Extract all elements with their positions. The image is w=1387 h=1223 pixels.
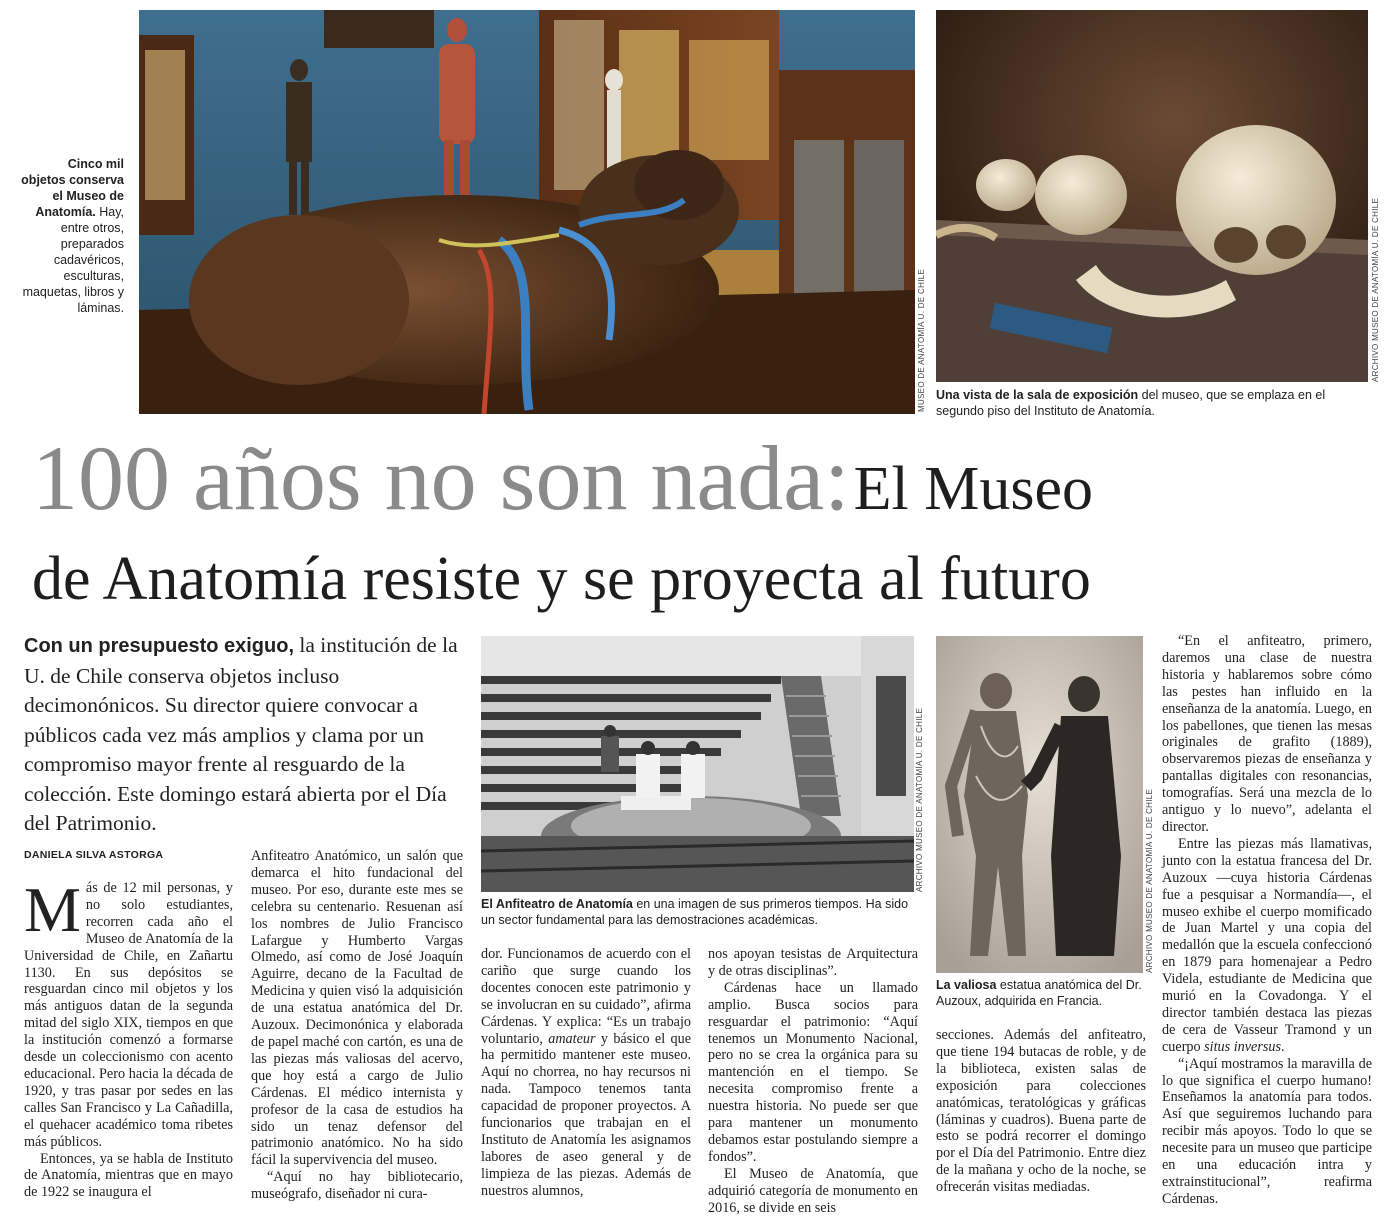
top-left-side-caption [20, 156, 124, 316]
headline-line-2: de Anatomía resiste y se proyecta al futuro [32, 545, 1091, 613]
top-right-photo-credit: ARCHIVO MUSEO DE ANATOMÍA U. DE CHILE [1371, 197, 1380, 382]
column-1-paragraph-2: Entonces, ya se habla de Instituto de Anatomía, mientras que en mayo de 1922 se inaugura el [24, 1150, 233, 1201]
amphitheater-caption-bold: El Anfiteatro de Anatomía [481, 897, 633, 911]
museum-interior-photo [139, 10, 915, 414]
top-left-caption-bold: Cinco mil objetos conserva el Museo de Anatomía. [21, 157, 124, 219]
amphitheater-photo-caption [481, 896, 918, 928]
column-3-text-b: y básico el que ha permitido mantener este museo. Aquí no chorrea, no hay recursos ni nada. Tampoco tenemos tanta capacidad de proponer proyectos. A funcionarios que trabajan en el Instituto de Anatomía les asignamos labores de aseo general y de limpieza de las piezas. Además de nuestros alumnos, [481, 1030, 691, 1199]
headline-part-1: 100 años no son nada: [32, 427, 850, 529]
amphitheater-caption-rest: en una imagen de sus primeros tiempos. Ha sido un sector fundamental para las demostraciones académicas. [481, 897, 909, 927]
body-column-4 [708, 946, 918, 1217]
column-6-text: Entre las piezas más llamativas, junto con la estatua francesa del Dr. Auzoux —cuya historia Cárdenas fue a pesquisar a Normandía—, el museo exhibe el cuerpo momificado de Juan Martel y una copia del medallón que la escuela confeccionó en 1879 para homenajear a Pedro Videla, estudiante de Medicina que murió en la Covadonga. Y el director también destaca las piezas de cera de Vasseur Tramond y un cuerpo [1162, 835, 1372, 1055]
column-6-end: . [1281, 1038, 1285, 1055]
body-column-5 [936, 1027, 1146, 1196]
column-4-paragraph-3: El Museo de Anatomía, que adquirió categoría de monumento en 2016, se divide en seis [708, 1165, 918, 1216]
column-6-paragraph-2 [1162, 836, 1372, 1056]
statue-photo [936, 636, 1143, 973]
column-1-text-1: ás de 12 mil personas, y no solo estudiantes, recorren cada año el Museo de Anatomía de la Universidad de Chile, en Zañartu 1130. En sus depósitos se resguardan cinco mil objetos y los más antiguos datan de la segunda mitad del siglo XIX, tiempos en que la institución comenzó a formarse desde un coleccionismo con acento educacional. Pero hacia la década de 1920, y tras pasar por sedes en las calles San Francisco y La Cañadilla, el quehacer académico toma ribetes más públicos. [24, 880, 233, 1150]
column-1-paragraph-1 [24, 874, 233, 1151]
amphitheater-photo [481, 636, 914, 892]
column-2-paragraph-1: Anfiteatro Anatómico, un salón que demarca el hito fundacional del museo. Por eso, durante este mes se celebra su centenario. Resuenan así los nombres de Julio Francisco Lafargue y Humberto Vargas Olmedo, así como de José Joaquín Aguirre, decano de la Facultad de Medicina y quien visó la adquisición de una estatua anatómica del Dr. Auzoux. Decimonónica y elaborada de papel maché con cartón, es una de las piezas más valiosas del acervo, que hoy está a cargo de Julio Cárdenas. El médico internista y profesor de la casa de estudios ha sido un tenaz defensor del patrimonio anatómico. No ha sido fácil la supervivencia del museo. [251, 848, 463, 1169]
column-6-paragraph-3: “¡Aquí mostramos la maravilla de lo que significa el cuerpo humano! Enseñamos la anatomía para todos. Así que seguiremos luchando para recibir más apoyos. Todo lo que se necesite para un museo que participe en una educación intra y extrainstitucional”, reafirma Cárdenas. [1162, 1055, 1372, 1207]
article-deck [24, 631, 470, 839]
column-4-paragraph-1: nos apoyan tesistas de Arquitectura y de otras disciplinas”. [708, 946, 918, 979]
skulls-photo [936, 10, 1368, 382]
column-4-paragraph-2: Cárdenas hace un llamado amplio. Busca socios para resguardar el patrimonio: “Aquí tenemos un Monumento Nacional, pero no se crea la orgánica para su mantención en el tiempo. Se necesita compromiso frente a nuestra historia. No puede ser que para mantener un monumento debamos estar postulando siempre a fondos”. [708, 979, 918, 1165]
top-left-photo-credit: MUSEO DE ANATOMÍA U. DE CHILE [917, 268, 926, 412]
deck-rest: la institución de la U. de Chile conserva objetos incluso decimonónicos. Su director quiere convocar a públicos cada vez más amplios y clama por un compromiso mayor frente al resguardo de la colección. Este domingo estará abierta por el Día del Patrimonio. [24, 633, 458, 835]
column-3-text-a: dor. Funcionamos de acuerdo con el cariño que surge cuando los docentes conocen este patrimonio y se involucran en su cuidado”, afirma Cárdenas. Y explica: “Es un trabajo voluntario, [481, 946, 691, 1047]
deck-lead: Con un presupuesto exiguo, [24, 635, 295, 657]
byline: DANIELA SILVA ASTORGA [24, 849, 164, 861]
body-column-1 [24, 874, 233, 1201]
statue-caption-bold: La valiosa [936, 978, 997, 992]
body-column-2 [251, 848, 463, 1203]
body-column-6 [1162, 633, 1372, 1208]
top-left-caption-rest: Hay, entre otros, preparados cadavéricos, esculturas, maquetas, libros y láminas. [22, 205, 124, 315]
column-3-emphasis: amateur [548, 1030, 596, 1047]
headline-part-2: El Museo [853, 455, 1094, 523]
statue-photo-caption [936, 977, 1146, 1009]
column-6-paragraph-1: “En el anfiteatro, primero, daremos una clase de nuestra historia y hablaremos sobre cómo las pestes han influido en la enseñanza de la anatomía. Luego, en los pabellones, que tienen las mesas originales de grafito (1889), observaremos piezas de enseñanza y pantallas digitales con resonancias, tomografías. Será una mezcla de lo antiguo y lo nuevo”, adelanta el director. [1162, 633, 1372, 835]
statue-photo-credit: ARCHIVO MUSEO DE ANATOMÍA U. DE CHILE [1145, 788, 1154, 973]
top-right-caption-bold: Una vista de la sala de exposición [936, 388, 1139, 402]
column-5-paragraph-1: secciones. Además del anfiteatro, que tiene 194 butacas de roble, y de la biblioteca, existen salas de exposición para colecciones anatómicas, teratológicas y gráficas (láminas y cuadros). Buena parte de esto se podrá recorrer el domingo por el Día del Patrimonio. Entre diez de la mañana y ocho de la noche, se ofrecerán visitas mediadas. [936, 1027, 1146, 1196]
top-right-caption-rest: del museo, que se emplaza en el segundo piso del Instituto de Anatomía. [936, 388, 1326, 418]
top-right-photo-caption [936, 387, 1368, 419]
column-6-emphasis: situs inversus [1204, 1038, 1282, 1055]
amphitheater-photo-credit: ARCHIVO MUSEO DE ANATOMÍA U. DE CHILE [915, 707, 924, 892]
drop-cap: M [24, 874, 81, 945]
column-3-paragraph-1 [481, 946, 691, 1200]
body-column-3 [481, 946, 691, 1200]
statue-caption-rest: estatua anatómica del Dr. Auzoux, adquirida en Francia. [936, 978, 1142, 1008]
headline-line-1 [32, 427, 1094, 529]
column-2-paragraph-2: “Aquí no hay bibliotecario, museógrafo, diseñador ni cura- [251, 1169, 463, 1203]
